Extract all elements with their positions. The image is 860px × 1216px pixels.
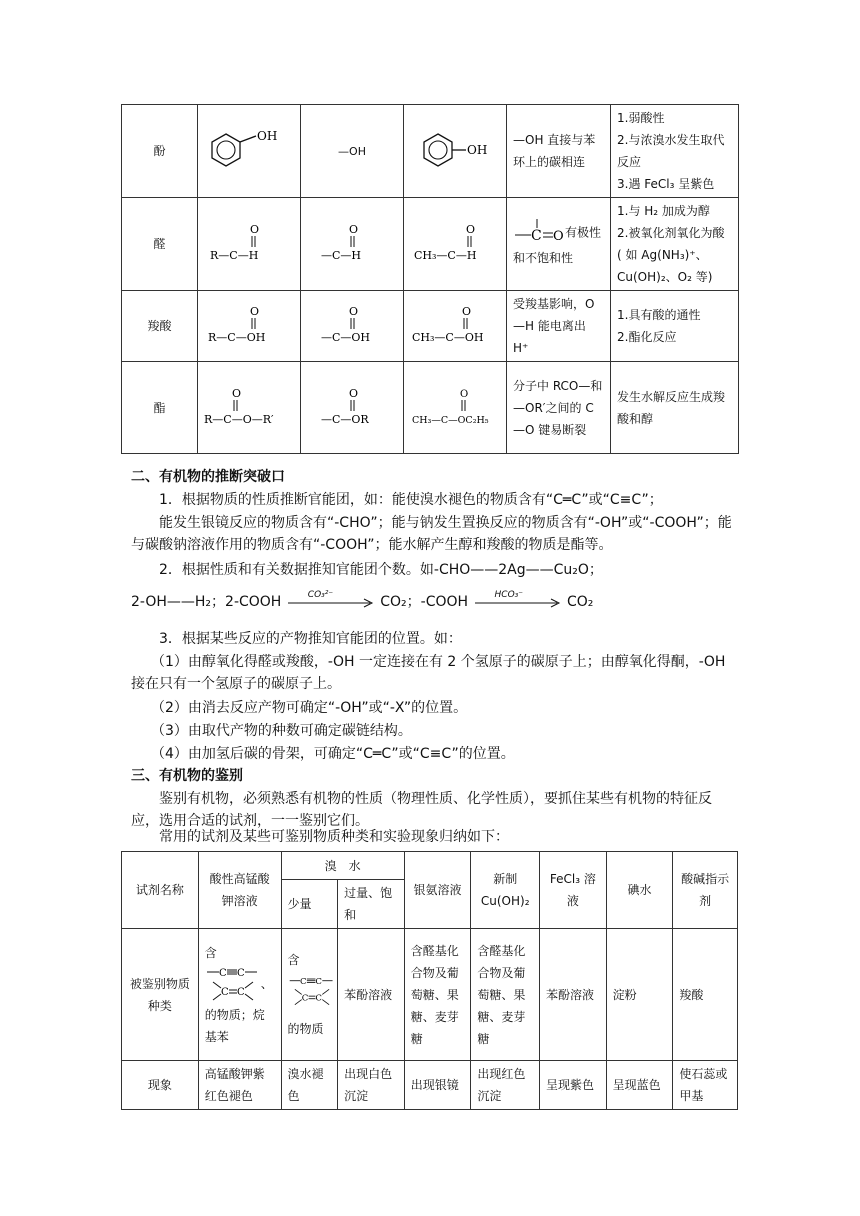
reaction-arrow-icon: CO₃²⁻ [286,593,376,611]
svg-text:C: C [218,967,227,979]
svg-text:—C—OH: —C—OH [321,331,371,344]
section-heading: 三、有机物的鉴别 [131,768,243,784]
svg-text:O: O [462,305,472,318]
svg-text:C: C [236,986,245,998]
alkyne-alkene-structure-icon [288,971,336,1011]
svg-text:O: O [460,388,469,400]
properties-cell: 1.弱酸性 2.与浓溴水发生取代反应 3.遇 FeCl₃ 呈紫色 [611,105,739,198]
header-bromine-excess: 过量、饱 和 [338,880,405,929]
paragraph: （1）由醇氧化得醛或羧酸，-OH 一定连接在有 2 个氢原子的碳原子上；由醇氧化得酮，-OH 接在只有一个氢原子的碳原子上。 [131,654,726,692]
compound-name: 醛 [122,198,198,291]
svg-text:CH₃—C—H: CH₃—C—H [414,249,477,262]
cuoh-phenomenon: 出现红色沉淀 [471,1061,540,1110]
kmno4-substance: 含 C C C C 、 的物质；烷基苯 [198,929,281,1061]
fecl3-phenomenon: 呈现紫色 [540,1061,607,1110]
paragraph: （2）由消去反应产物可确定“-OH”或“-X”的位置。 [151,700,468,716]
bromine-excess-phenomenon: 出现白色沉淀 [338,1061,405,1110]
svg-text:C: C [531,228,542,244]
aldehyde-group-structure [301,198,404,291]
svg-text:O: O [232,386,242,400]
svg-text:C: C [220,986,229,998]
bromine-excess-substance: 苯酚溶液 [338,929,405,1061]
iodine-phenomenon: 呈现蓝色 [606,1061,673,1110]
reaction-arrow-icon: HCO₃⁻ [473,593,563,611]
header-reagent: 试剂名称 [122,852,199,929]
table-row [122,291,739,362]
svg-text:CH₃—C—OC₂H₅: CH₃—C—OC₂H₅ [412,414,489,426]
indicator-substance: 羧酸 [673,929,738,1061]
ester-example-structure [404,362,507,454]
header-indicator: 酸碱指示剂 [673,852,738,929]
reagent-table [121,851,738,1110]
fecl3-substance: 苯酚溶液 [540,929,607,1061]
reaction-line: 2-OH——H₂；2-COOH CO₃²⁻ CO₂；-COOH HCO₃⁻ CO₂ [131,590,594,610]
indicator-phenomenon: 使石蕊或甲基 [673,1061,738,1110]
iodine-substance: 淀粉 [606,929,673,1061]
svg-text:OH: OH [257,129,278,143]
svg-text:C: C [301,993,308,1004]
paragraph: （3）由取代产物的种数可确定碳链结构。 [151,723,412,739]
cuoh-substance: 含醛基化合物及葡萄糖、果糖、麦芽糖 [471,929,540,1061]
carbonyl-structure-icon [513,219,565,247]
svg-text:C: C [314,993,322,1004]
phenol-group: —OH [301,105,404,198]
paragraph: 能发生银镜反应的物质含有“-CHO”；能与钠发生置换反应的物质含有“-OH”或“-COOH”；能与碳酸钠溶液作用的物质含有“-COOH”；能水解产生醇和羧酸的物质是酯等。 [131,515,732,553]
svg-text:O: O [349,386,359,400]
silver-substance: 含醛基化合物及葡萄糖、果糖、麦芽糖 [404,929,471,1061]
table-row [122,362,739,454]
table-row [122,1061,738,1110]
svg-text:C: C [299,977,307,988]
acid-example-structure [404,291,507,362]
header-bromine-small: 少量 [281,880,338,929]
paragraph: 3．根据某些反应的产物推知官能团的位置。如： [159,631,462,647]
alkyne-alkene-structure-icon [205,964,261,1004]
svg-text:O: O [553,229,564,244]
compound-name: 酚 [122,105,198,198]
svg-text:O: O [349,223,359,236]
properties-cell: 1.具有酸的通性 2.酯化反应 [611,291,739,362]
phenol-example-structure [404,105,507,198]
section-heading: 二、有机物的推断突破口 [131,469,285,485]
svg-text:O: O [250,305,260,318]
properties-cell: 发生水解反应生成羧酸和醇 [611,362,739,454]
header-silver: 银氨溶液 [404,852,471,929]
acid-general-structure [198,291,301,362]
aldehyde-general-structure [198,198,301,291]
kmno4-phenomenon: 高锰酸钾紫红色褪色 [198,1061,281,1110]
header-cuoh: 新制 Cu(OH)₂ [471,852,540,929]
silver-phenomenon: 出现银镜 [404,1061,471,1110]
row-label: 被鉴别物质种类 [122,929,199,1061]
svg-text:R—C—O—R′: R—C—O—R′ [204,412,274,426]
svg-text:C: C [314,977,322,988]
svg-text:—C—H: —C—H [321,249,362,262]
paragraph: 常用的试剂及某些可鉴别物质种类和实验现象归纳如下： [159,829,509,845]
structure-desc: 分子中 RCO—和—OR′之间的 C—O 键易断裂 [507,362,611,454]
header-kmno4: 酸性高锰酸钾溶液 [198,852,281,929]
svg-text:CH₃—C—OH: CH₃—C—OH [412,331,484,344]
paragraph: 鉴别有机物，必须熟悉有机物的性质（物理性质、化学性质），要抓住某些有机物的特征反应，选用合适的试剂，一一鉴别它们。 [131,791,712,829]
properties-cell: 1.与 H₂ 加成为醇 2.被氧化剂氧化为酸 ( 如 Ag(NH₃)⁺、Cu(OH)₂、O₂ 等) [611,198,739,291]
header-iodine: 碘水 [606,852,673,929]
structure-desc: C O 有极性和不饱和性 [507,198,611,291]
svg-text:—C—OR: —C—OR [321,412,369,426]
svg-text:O: O [349,305,359,318]
row-label: 现象 [122,1061,199,1110]
table-header-row [122,852,738,880]
paragraph: 1．根据物质的性质推断官能团，如：能使溴水褪色的物质含有“C═C”或“C≡C”； [159,492,663,508]
phenol-general-structure [198,105,301,198]
acid-group-structure [301,291,404,362]
ester-group-structure [301,362,404,454]
table-row [122,105,739,198]
bromine-small-phenomenon: 溴水褪色 [281,1061,338,1110]
header-fecl3: FeCl₃ 溶液 [540,852,607,929]
compound-name: 羧酸 [122,291,198,362]
svg-text:OH: OH [467,143,488,157]
structure-desc: —OH 直接与苯环上的碳相连 [507,105,611,198]
header-bromine: 溴 水 [281,852,404,880]
aldehyde-example-structure [404,198,507,291]
table-row [122,929,738,1061]
svg-text:C: C [236,967,245,979]
paragraph: （4）由加氢后碳的骨架，可确定“C═C”或“C≡C”的位置。 [151,746,515,762]
paragraph: 2．根据性质和有关数据推知官能团个数。如-CHO——2Ag——Cu₂O； [159,562,603,578]
table-row [122,198,739,291]
compound-name: 酯 [122,362,198,454]
svg-text:O: O [250,223,260,236]
functional-group-table [121,104,739,454]
svg-text:R—C—H: R—C—H [210,249,259,262]
ester-general-structure [198,362,301,454]
bromine-small-substance: 含 C C C C 的物质 [281,929,338,1061]
structure-desc: 受羧基影响，O—H 能电离出 H⁺ [507,291,611,362]
svg-text:O: O [466,223,476,236]
svg-text:R—C—OH: R—C—OH [208,331,266,344]
